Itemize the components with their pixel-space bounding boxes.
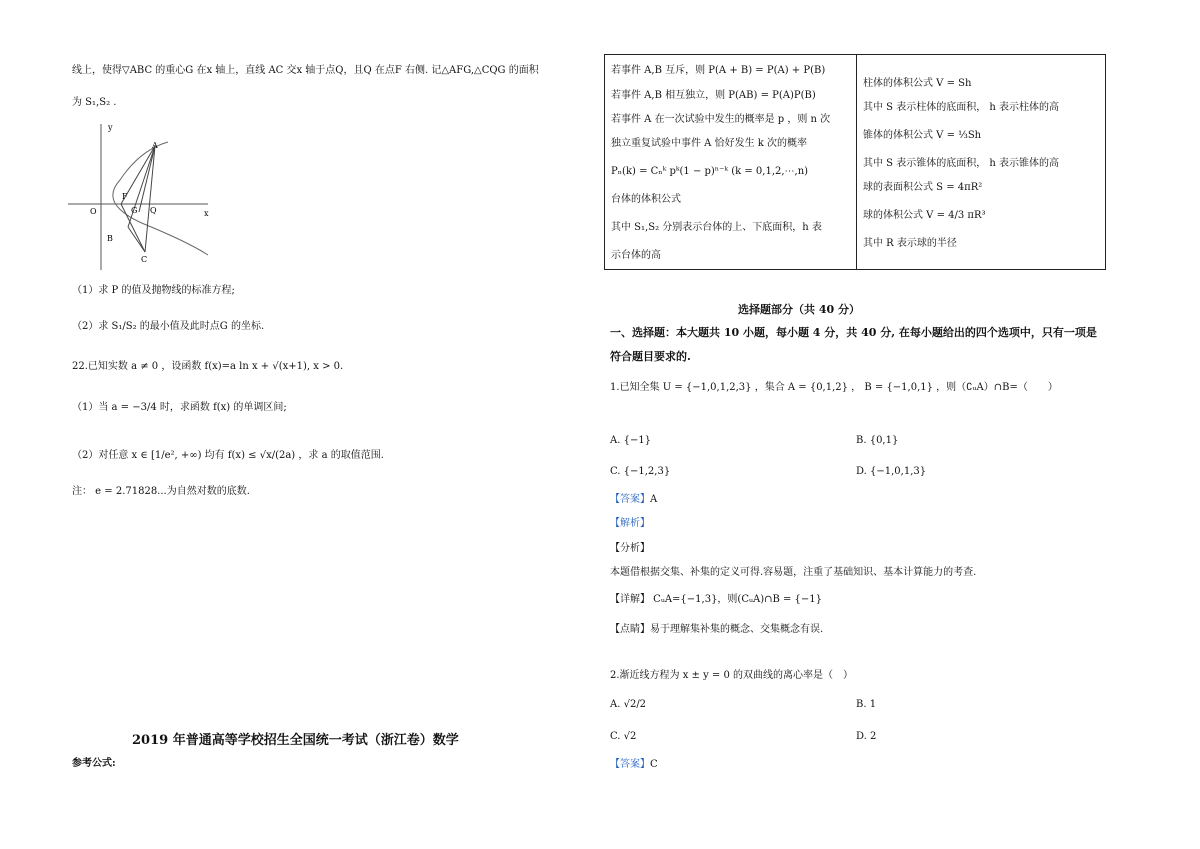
parabola-figure xyxy=(68,120,218,275)
label-O: O xyxy=(90,207,97,216)
q1-option-b: B. {0,1} xyxy=(856,435,899,446)
mc-question-1: 1.已知全集 U = {−1,0,1,2,3} ，集合 A = {0,1,2} ， B = {−1,0,1} ，则（∁ᵤA）∩B=（ ） xyxy=(610,382,1058,393)
instructions-line1: 一、选择题：本大题共 10 小题，每小题 4 分，共 40 分, 在每小题给出的四个选项中，只有一项是 xyxy=(610,326,1097,339)
answer-tag: 【答案】 xyxy=(610,759,650,770)
label-x: x xyxy=(204,209,209,218)
q2-option-c: C. √2 xyxy=(610,731,637,742)
note: 注： e = 2.71828...为自然对数的底数. xyxy=(72,486,250,497)
q1-answer xyxy=(610,493,657,507)
answer-value: A xyxy=(650,494,658,505)
label-C: C xyxy=(141,255,148,264)
problem-22-part2: （2）对任意 x ∈ [1/e², +∞) 均有 f(x) ≤ √x/(2a) ，求 a 的取值范围. xyxy=(72,450,384,461)
formula-right-5: 球的表面积公式 S = 4πR² xyxy=(863,182,983,193)
problem-22: 22.已知实数 a ≠ 0 ，设函数 f(x)=a ln x + √(x+1), x > 0. xyxy=(72,361,344,372)
q2-option-b: B. 1 xyxy=(856,699,877,710)
answer-value: C xyxy=(650,759,658,770)
problem-22-part1: （1）当 a = −3/4 时，求函数 f(x) 的单调区间; xyxy=(72,402,287,413)
jiexi-tag: 【解析】 xyxy=(610,518,650,529)
exam-title: 2019 年普通高等学校招生全国统一考试（浙江卷）数学 xyxy=(132,733,459,748)
formula-left-2: 若事件 A,B 相互独立，则 P(AB) = P(A)P(B) xyxy=(611,90,816,101)
problem-intro-line1: 线上，使得▽ABC 的重心G 在x 轴上，直线 AC 交x 轴于点Q，且Q 在点F 右侧. 记△AFG,△CQG 的面积 xyxy=(72,65,539,76)
mc-question-2: 2.渐近线方程为 x ± y = 0 的双曲线的离心率是（ ） xyxy=(610,670,854,681)
formula-right-1: 柱体的体积公式 V = Sh xyxy=(863,78,972,89)
label-Q: Q xyxy=(150,206,157,215)
formula-right-7: 其中 R 表示球的半径 xyxy=(863,238,957,249)
formula-table xyxy=(604,54,1106,270)
formula-right-6: 球的体积公式 V = 4/3 πR³ xyxy=(863,210,986,221)
label-A: A xyxy=(152,141,158,150)
fenxi-tag: 【分析】 xyxy=(610,543,650,554)
label-G: G xyxy=(131,206,138,215)
formula-left-5: Pₙ(k) = Cₙᵏ pᵏ(1 − p)ⁿ⁻ᵏ (k = 0,1,2,⋯,n) xyxy=(611,166,809,177)
problem-intro-line2: 为 S₁,S₂ . xyxy=(72,97,117,108)
label-y: y xyxy=(108,123,113,132)
formula-right-4: 其中 S 表示锥体的底面积， h 表示锥体的高 xyxy=(863,158,1060,169)
fenxi-text: 本题借根据交集、补集的定义可得.容易题，注重了基础知识、基本计算能力的考查. xyxy=(610,567,977,578)
reference-formulas-label: 参考公式: xyxy=(72,758,116,769)
formula-left-8: 示台体的高 xyxy=(611,250,661,261)
xiangjie-text: 【详解】 CᵤA={−1,3}，则(CᵤA)∩B = {−1} xyxy=(610,594,823,605)
q1-option-d: D. {−1,0,1,3} xyxy=(856,466,927,477)
formula-left-4: 独立重复试验中事件 A 恰好发生 k 次的概率 xyxy=(611,138,807,149)
instructions-line2: 符合题目要求的. xyxy=(610,350,691,363)
q2-answer xyxy=(610,758,658,772)
q1-option-a: A. {−1} xyxy=(610,435,652,446)
formula-right-2: 其中 S 表示柱体的底面积， h 表示柱体的高 xyxy=(863,102,1060,113)
formula-right-3: 锥体的体积公式 V = ⅓Sh xyxy=(863,130,982,141)
formula-table-divider xyxy=(856,55,857,269)
formula-left-1: 若事件 A,B 互斥，则 P(A + B) = P(A) + P(B) xyxy=(611,65,826,76)
q2-option-d: D. 2 xyxy=(856,731,877,742)
formula-left-3: 若事件 A 在一次试验中发生的概率是 p ，则 n 次 xyxy=(611,114,831,125)
answer-tag: 【答案】 xyxy=(610,494,650,505)
q2-option-a: A. √2/2 xyxy=(610,699,647,710)
question-2: （2）求 S₁/S₂ 的最小值及此时点G 的坐标. xyxy=(72,321,265,332)
question-1: （1）求 P 的值及抛物线的标准方程; xyxy=(72,285,235,296)
dianjing-text: 【点睛】易于理解集补集的概念、交集概念有误. xyxy=(610,624,824,635)
formula-left-7: 其中 S₁,S₂ 分别表示台体的上、下底面积，h 表 xyxy=(611,222,822,233)
formula-left-6: 台体的体积公式 xyxy=(611,194,681,205)
label-B: B xyxy=(107,234,113,243)
label-F: F xyxy=(122,192,128,201)
q1-option-c: C. {−1,2,3} xyxy=(610,466,671,477)
section-title: 选择题部分（共 40 分） xyxy=(738,303,860,316)
